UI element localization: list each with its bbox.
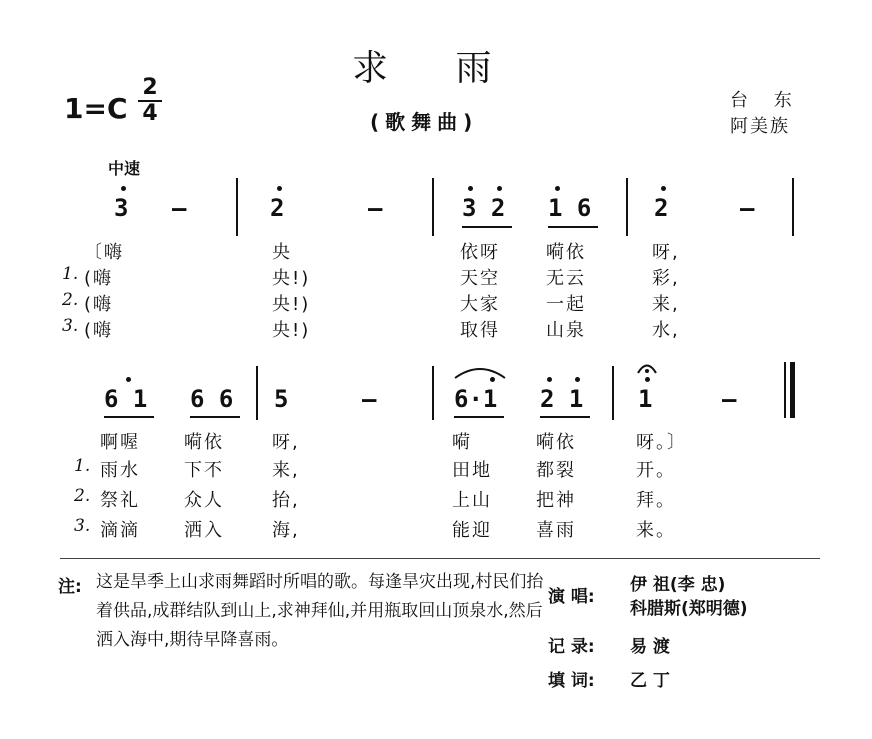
barline (626, 178, 628, 236)
time-sig-bottom: 4 (142, 101, 158, 126)
lyric: 央 (272, 242, 292, 263)
beam (548, 226, 598, 228)
lyric: 上山 (452, 490, 492, 511)
verse-number: 3. (62, 316, 79, 336)
lyric: 嗬 (452, 432, 472, 453)
lyric: 喜雨 (536, 520, 576, 541)
origin-region: 台 东 (730, 90, 802, 111)
note: – (172, 194, 187, 222)
lyric: 呀, (272, 432, 300, 453)
barline (432, 178, 434, 236)
note: 3 2 (462, 194, 506, 222)
lyric: 祭礼 (100, 490, 140, 511)
lyric: (嗨 (84, 268, 114, 289)
lyric: 呀。〕 (636, 432, 687, 453)
barline (432, 366, 434, 420)
barline (236, 178, 238, 236)
singers-label: 演 唱: (548, 587, 595, 607)
lyric: 央!) (272, 320, 311, 341)
lyric: 水, (652, 320, 680, 341)
recorder-label: 记 录: (548, 637, 595, 657)
lyric: 来, (272, 460, 300, 481)
lyric: 海, (272, 520, 300, 541)
note: 6·1 (454, 385, 498, 413)
note: 2 1 (540, 385, 584, 413)
lyric: 拜。 (636, 490, 676, 511)
octave-dot (277, 186, 282, 191)
verse-number: 3. (74, 516, 91, 536)
recorder-name: 易 渡 (630, 637, 670, 657)
octave-dot (497, 186, 502, 191)
lyric: 洒入 (184, 520, 224, 541)
lyric: 央!) (272, 268, 311, 289)
lyric: 来。 (636, 520, 676, 541)
singer-1: 伊 祖(李 忠) (630, 575, 726, 595)
divider (60, 558, 820, 559)
final-barline-thick (790, 362, 795, 418)
note: – (740, 194, 755, 222)
note: 6 1 (104, 385, 148, 413)
beam (540, 416, 590, 418)
lyric: 嗬依 (546, 242, 586, 263)
verse-number: 1. (62, 264, 79, 284)
note: 2 (270, 194, 285, 222)
beam (104, 416, 154, 418)
lyric: 都裂 (536, 460, 576, 481)
beam (462, 226, 512, 228)
lyric: 嗬依 (536, 432, 576, 453)
time-sig-top: 2 (138, 76, 162, 102)
lyric: 能迎 (452, 520, 492, 541)
lyric: 彩, (652, 268, 680, 289)
lyric: 央!) (272, 294, 311, 315)
lyric: 啊喔 (100, 432, 140, 453)
octave-dot (547, 377, 552, 382)
lyric: 取得 (460, 320, 500, 341)
octave-dot (555, 186, 560, 191)
note: – (362, 385, 377, 413)
beam (190, 416, 240, 418)
barline (792, 178, 794, 236)
note: 2 (654, 194, 669, 222)
lyric: 〔嗨 (84, 242, 124, 263)
octave-dot (645, 377, 650, 382)
octave-dot (126, 377, 131, 382)
fermata-mark (636, 360, 658, 376)
lyricist-label: 填 词: (548, 671, 595, 691)
verse-number: 2. (62, 290, 79, 310)
lyric: 依呀 (460, 242, 500, 263)
tempo-marking: 中速 (108, 159, 141, 178)
lyric: 下不 (184, 460, 224, 481)
lyric: 开。 (636, 460, 676, 481)
beam (454, 416, 504, 418)
lyric: (嗨 (84, 294, 114, 315)
origin-ethnicity: 阿美族 (730, 116, 790, 137)
lyric: 大家 (460, 294, 500, 315)
barline (612, 366, 614, 420)
lyric: 滴滴 (100, 520, 140, 541)
footnote-text: 这是旱季上山求雨舞蹈时所唱的歌。每逢旱灾出现,村民们抬着供品,成群结队到山上,求神拜仙,并用瓶取回山顶泉水,然后洒入海中,期待早降喜雨。 (96, 572, 544, 650)
note: 3 (114, 194, 129, 222)
note: 1 (638, 385, 653, 413)
lyric: (嗨 (84, 320, 114, 341)
note: 5 (274, 385, 289, 413)
octave-dot (468, 186, 473, 191)
note: – (368, 194, 383, 222)
note: 1 6 (548, 194, 592, 222)
lyric: 田地 (452, 460, 492, 481)
song-title: 求 雨 (352, 48, 520, 89)
slur-mark (452, 364, 508, 380)
octave-dot (575, 377, 580, 382)
lyric: 天空 (460, 268, 500, 289)
lyric: 呀, (652, 242, 680, 263)
lyric: 山泉 (546, 320, 586, 341)
note: – (722, 385, 737, 413)
octave-dot (121, 186, 126, 191)
lyric: 把神 (536, 490, 576, 511)
lyric: 众人 (184, 490, 224, 511)
final-barline-thin (784, 362, 786, 418)
lyric: 嗬依 (184, 432, 224, 453)
note: 6 6 (190, 385, 234, 413)
verse-number: 2. (74, 486, 91, 506)
song-subtitle: (歌舞曲) (370, 110, 479, 134)
lyric: 一起 (546, 294, 586, 315)
key-signature: 1=C (64, 92, 128, 125)
lyricist-name: 乙 丁 (630, 671, 670, 691)
note-label: 注: (58, 577, 82, 597)
lyric: 抬, (272, 490, 300, 511)
singer-2: 科腊斯(郑明德) (630, 599, 748, 619)
lyric: 无云 (546, 268, 586, 289)
octave-dot (661, 186, 666, 191)
verse-number: 1. (74, 456, 91, 476)
barline (256, 366, 258, 420)
lyric: 来, (652, 294, 680, 315)
lyric: 雨水 (100, 460, 140, 481)
time-signature (138, 76, 162, 126)
